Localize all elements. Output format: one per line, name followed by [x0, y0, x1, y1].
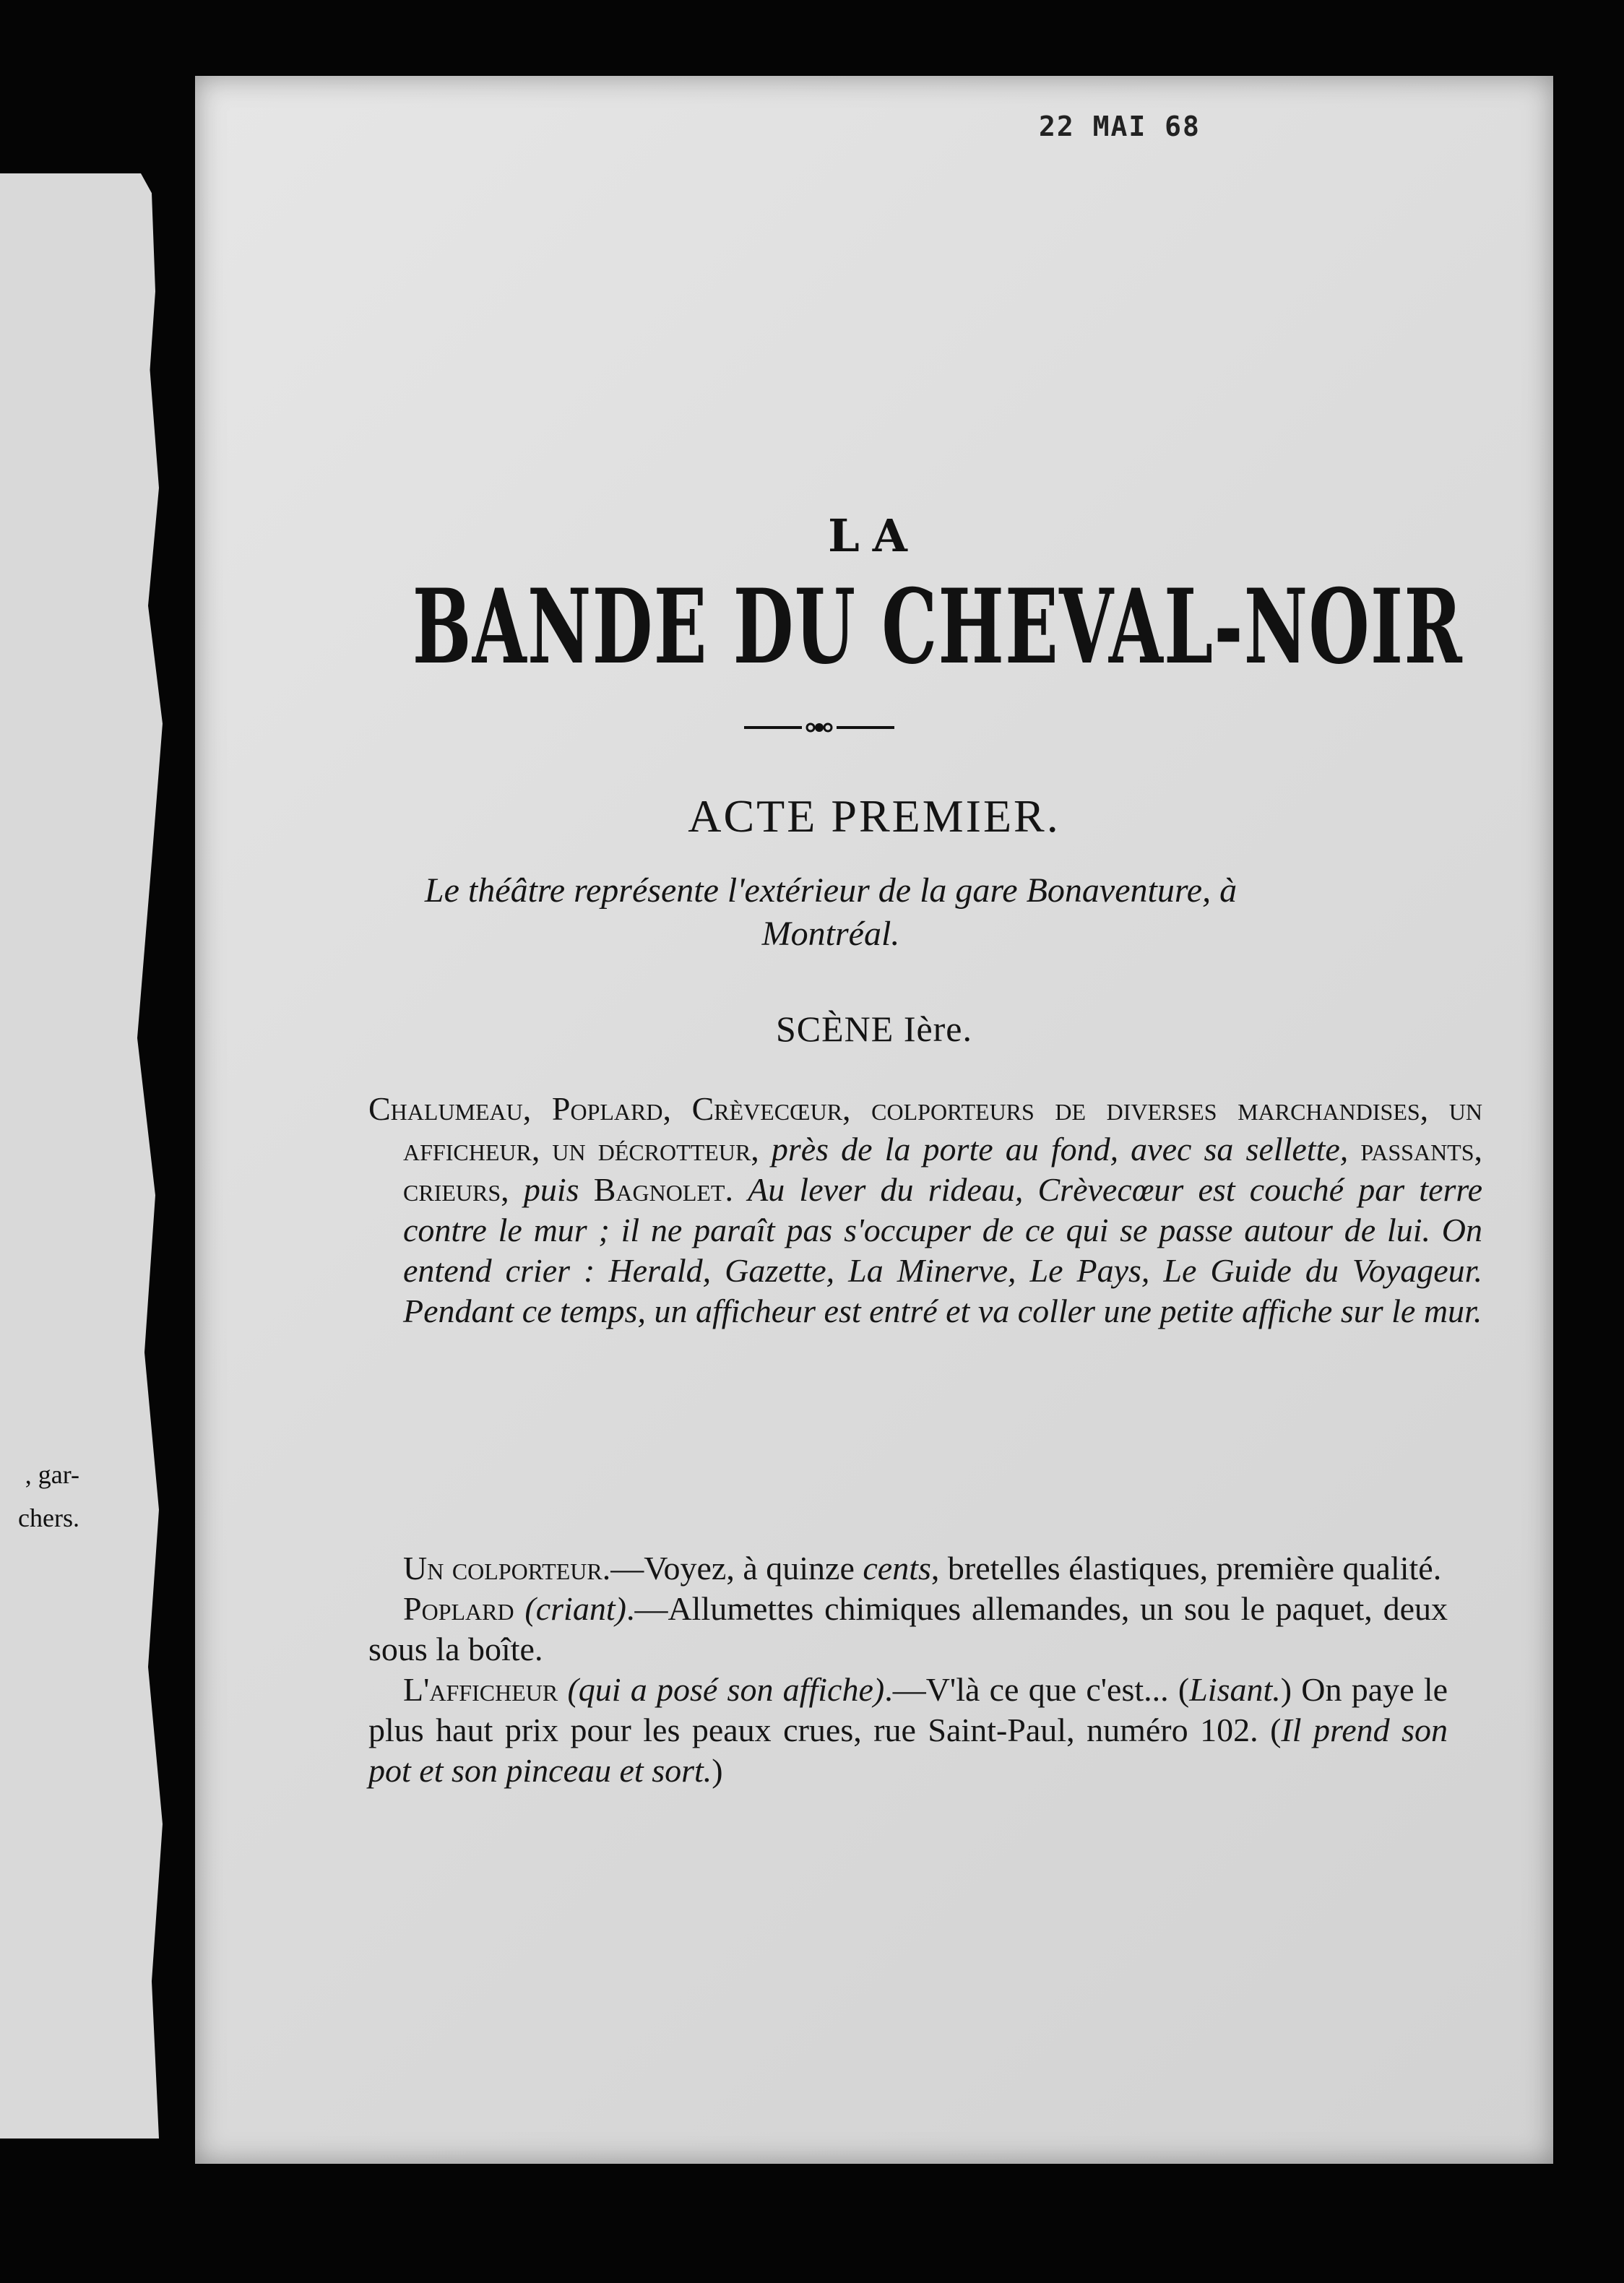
- dialogue-italic: Il prend son pot et son pinceau et sort.: [368, 1712, 1448, 1789]
- dialogue-line: [368, 1548, 1448, 1589]
- dialogue-italic: cents: [863, 1550, 931, 1587]
- cast-direction: près de la porte au fond, avec sa sellette,: [771, 1131, 1349, 1168]
- cast-names: Bagnolet.: [593, 1171, 733, 1208]
- dialogue-block: [368, 1548, 1448, 1791]
- ornament-divider: [744, 720, 894, 735]
- dialogue-text: .—Allumettes chimiques allemandes, un sou le paquet, deux sous la boîte.: [368, 1590, 1448, 1667]
- document-page: [195, 76, 1553, 2164]
- dialogue-line: [368, 1670, 1448, 1791]
- date-stamp: 22 MAI 68: [1039, 111, 1201, 142]
- facing-page-fragment: [0, 173, 181, 2139]
- page-title: BANDE DU CHEVAL-NOIR: [412, 567, 1464, 687]
- cast-direction: Au lever du rideau, Crèvecœur est couché par terre contre le mur ; il ne paraît pas s'occuper de ce qui se passe autour de lui. On entend crier : Herald, Gazette, La Minerve, Le Pays, Le Guide du Voyageur. Pendant ce temps, un afficheur est entré et va coller une petite affiche sur le mur.: [403, 1171, 1483, 1329]
- cast-direction: puis: [523, 1171, 579, 1208]
- dialogue-text: —Voyez, à quinze: [610, 1550, 863, 1587]
- dialogue-italic: Lisant.: [1189, 1671, 1281, 1708]
- facing-page-text: , gar-: [25, 1460, 79, 1489]
- act-heading: ACTE PREMIER.: [688, 790, 1061, 842]
- speaker-name: L'afficheur: [403, 1671, 558, 1708]
- dialogue-text: , bretelles élastiques, première qualité.: [930, 1550, 1442, 1587]
- cast-list: [368, 1089, 1482, 1332]
- cast-names: Chalumeau, Poplard, Crèvecœur, colporteurs de diverses marchandises, un afficheur, un décrotteur,: [368, 1090, 1482, 1168]
- dialogue-italic: (criant): [524, 1590, 626, 1627]
- cast-names: passants, crieurs,: [403, 1131, 1483, 1208]
- stage-direction: Le théâtre représente l'extérieur de la gare Bonaventure, à Montréal.: [424, 871, 1238, 953]
- dialogue-text: ): [712, 1752, 723, 1789]
- dialogue-italic: (qui a posé son affiche): [567, 1671, 885, 1708]
- speaker-name: Un colporteur.: [403, 1550, 611, 1587]
- facing-page-text: chers.: [18, 1503, 79, 1532]
- dialogue-line: [368, 1589, 1448, 1670]
- scene-heading: SCÈNE Ière.: [775, 1009, 973, 1049]
- speaker-name: Poplard: [403, 1590, 514, 1627]
- title-article: LA: [828, 509, 920, 562]
- dialogue-text: ) On paye le plus haut prix pour les peaux crues, rue Saint-Paul, numéro 102. (: [368, 1671, 1448, 1748]
- dialogue-text: .—V'là ce que c'est... (: [884, 1671, 1190, 1708]
